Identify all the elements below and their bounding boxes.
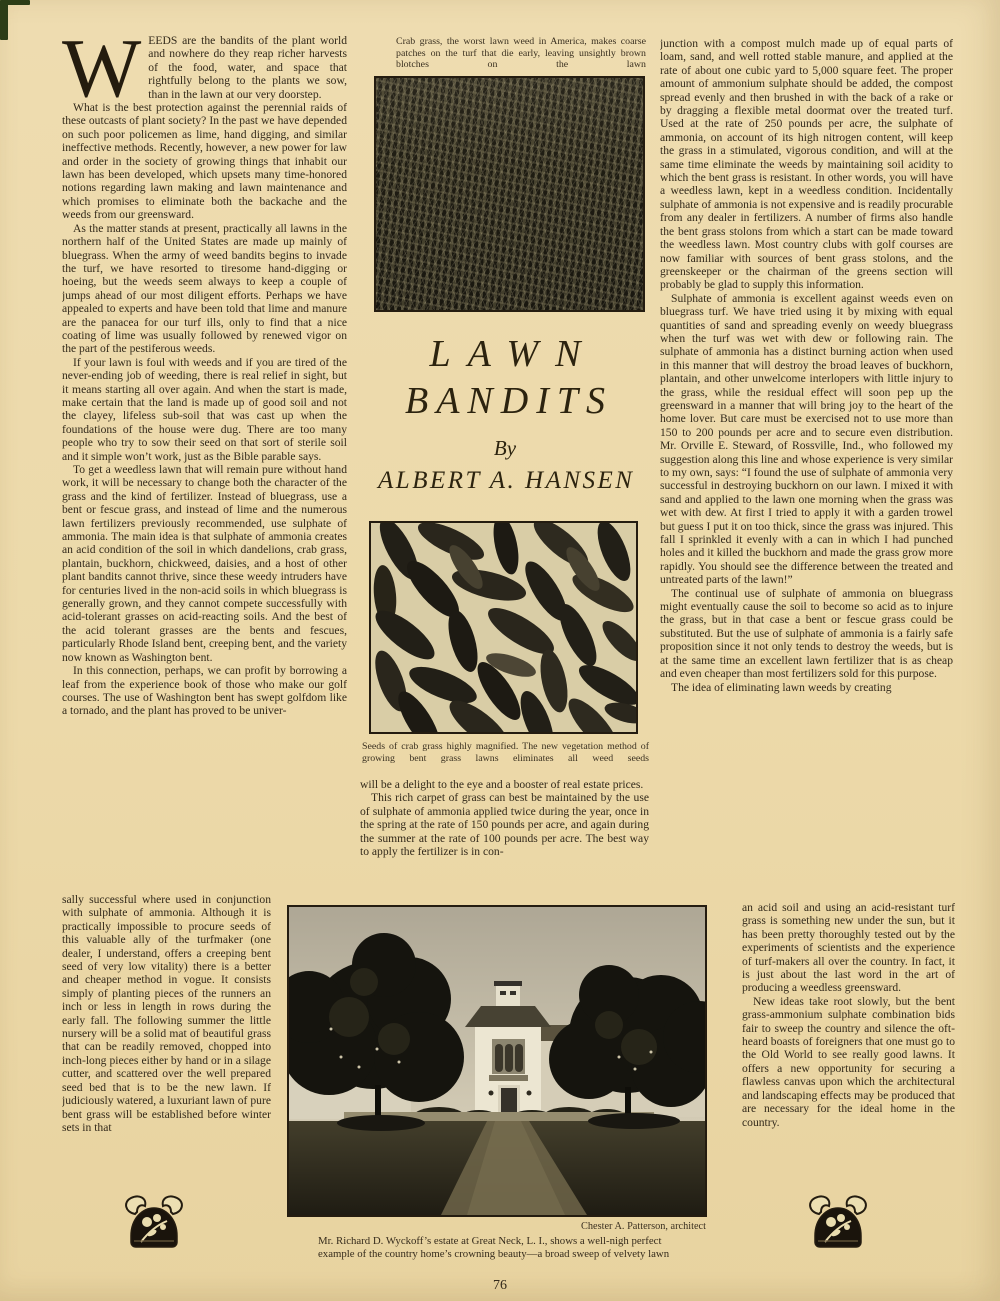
crabgrass-texture	[376, 78, 643, 310]
middle-paragraph-2: This rich carpet of grass can best be maintained by the use of sulphate of ammonia applied twice during the year, once in the spring at the rate of 150 pounds per acre, and again during the summer at the rate of 100 pounds per acre. The best way to apply the fertilizer is in con-	[360, 791, 649, 859]
architect-credit: Chester A. Patterson, architect	[581, 1221, 706, 1232]
opening-paragraph-text: EEDS are the bandits of the plant world and nowhere do they reap richer harvests of the food, water, and space that rightfully belong to the plants we sow, than in the lawn at our very doorstep.	[148, 34, 347, 101]
scan-edge-mark-vertical	[0, 0, 8, 40]
seeds-photo	[369, 521, 638, 734]
left-paragraph-6-narrow: sally successful where used in conjunction with sulphate of ammonia. Although it is practically impossible to procure seeds of this valuable ally of the turfmaker (one dealer, I understand, offers a creeping bent seed of very low vitality) there is a better and cheaper method in vogue. It consists simply of planting pieces of the runners an inch or less in length in rows during the early fall. The following summer the little nursery will be a solid mat of beautiful grass that can be readily removed, chopped into inch-long pieces either by hand or in a silage cutter, and scattered over the well prepared seed bed that is to be the new lawn. If judiciously watered, a luxuriant lawn of pure bent grass will be established before winter sets in that	[62, 893, 271, 1134]
right-paragraph-4-narrow: an acid soil and using an acid-resistant turf grass is something new under the sun, but it has been pretty thoroughly tested out by the experiments of scientists and the experience of turf-makers all over the country. In fact, it is just about the last word in the art of producing a weedless greensward.	[742, 901, 955, 995]
author-name: ALBERT A. HANSEN	[378, 467, 635, 494]
left-column-narrow	[62, 893, 271, 1161]
middle-paragraph-1: will be a delight to the eye and a booster of real estate prices.	[360, 778, 644, 791]
middle-column-text	[360, 778, 649, 858]
opening-paragraph	[62, 34, 347, 115]
seeds-caption: Seeds of crab grass highly magnified. The new vegetation method of growing bent grass lawns eliminates all weed seeds	[362, 741, 649, 764]
page-number: 76	[493, 1278, 507, 1293]
right-paragraph-5: New ideas take root slowly, but the bent grass-ammonium sulphate combination bids fair to sweep the country and silence the oft-heard boasts of foreigners that one must go to the Old World to see really good lawns. It offers a new opportunity for securing a flawless canvas upon which the architectural and landscaping effects may be produced that are necessary for the ideal home in the country.	[742, 994, 955, 1129]
article-title-line1: LAWN	[429, 333, 598, 375]
crabgrass-caption: Crab grass, the worst lawn weed in America, makes coarse patches on the turf that die early, leaving unsightly brown blotches on the lawn	[396, 36, 646, 71]
scan-edge-mark-horizontal	[0, 0, 30, 5]
ornament-left	[121, 1192, 187, 1250]
right-paragraph-1: junction with a compost mulch made up of equal parts of loam, sand, and well rotted stable manure, and applied at the rate of about one cubic yard to 5,000 square feet. The proper amount of ammonium sulphate should be added, the compost spread evenly and then brushed in with the back of a rake or by dragging a flexible metal doormat over the treated turf. Used at the rate of 250 pounds per acre, the sulphate of ammonia, on account of its high nitrogen content, will keep the grass in a stimulated, vigorous condition, and will at the same time eliminate the weeds by maintaining soil acidity to which the bent grass is resistant. In other words, you will have a weedless lawn, kept in a weedless condition. Incidentally sulphate of ammonia is not expensive and is readily procurable from any dealer in fertilizers. A number of firms also handle the bent grass stolons from which a start can be made toward the weedless lawn. Most country clubs with golf courses are now familiar with sources of bent grass stolons, and the greenskeeper or the chairman of the greens section will probably be glad to supply this information.	[660, 37, 953, 292]
right-column	[660, 37, 953, 899]
right-paragraph-4-wide: The idea of eliminating lawn weeds by creating	[671, 680, 892, 694]
floral-ornament-icon	[121, 1192, 187, 1250]
left-paragraph-6-wide: In this connection, perhaps, we can profit by borrowing a leaf from the experience book of those who make our golf courses. The use of Washington bent has swept golfdom like a tornado, and the plant has proved to be univer-	[62, 664, 347, 718]
article-title-line2: BANDITS	[405, 380, 613, 422]
floral-ornament-icon	[805, 1192, 871, 1250]
ornament-right	[805, 1192, 871, 1250]
article-title-block	[355, 334, 655, 495]
right-paragraph-2: Sulphate of ammonia is excellent against weeds even on bluegrass turf. We have tried using it by mixing with equal quantities of sand and spreading evenly on weedy bluegrass when the turf was wet with dew or following rain. The sulphate of ammonia has a distinct burning action when used in this manner that will destroy the broad leaves of buckhorn, plantain, and other unwelcome interlopers with little injury to the grass, while the residual effect will soon pep up the greensward in a manner that will bring joy to the heart of the home lover. But care must be exercised not to use more than 150 to 200 pounds per acre and to secure even distribution. Mr. Orville E. Steward, of Rossville, Ind., who followed my suggestion along this line and whose experience is very similar to my own, says: “I found the use of sulphate of ammonia very successful in destroying buckhorn on our lawn. I mixed it with sand and applied to the lawn one morning when the grass was wet with dew. At first I tried to apply it with a garden trowel but guess I put it on too thick, since the grass was injured. This fall I sprinkled it evenly with a can in which I had punched holes and it killed the buckhorn and made the grass grow more rapidly. You should see the difference between the treated and untreated parts of the lawn!”	[660, 291, 953, 587]
crabgrass-photo	[374, 76, 645, 312]
estate-photo	[287, 905, 707, 1217]
dropcap-w: W	[62, 34, 142, 115]
left-paragraph-5: To get a weedless lawn that will remain pure without hand work, it will be necessary to change both the character of the grass and the kind of fertilizer. Instead of bluegrass, use a bent or fescue grass, and instead of lime and the numerous lawn fertilizers previously recommended, use sulphate of ammonia. The main idea is that sulphate of ammonia creates an acid condition of the soil in which dandelions, crab grass, plantain, buckhorn, chickweed, daisies, and a host of other plant bandits cannot thrive, since these weedy intruders have for centuries lived in the non-acid soils in which bluegrass is generally grown, and they cannot compete successfully with acid-tolerant grasses on acid-reacting soils. And the best of the acid tolerant grasses are the bents and fescues, particularly Rhode Island bent, creeping bent, and the variety now known as Washington bent.	[62, 463, 347, 664]
estate-illustration	[289, 907, 705, 1215]
byline-prefix: By	[493, 436, 517, 460]
right-column-narrow	[742, 901, 955, 1191]
right-paragraph-3: The continual use of sulphate of ammonia on bluegrass might eventually cause the soil to become so acid as to injure the grass, but in that case a bent or fescue grass could be substituted. But the use of sulphate of ammonia is a fairly safe proposition since it not only tends to destroy the weeds, but is at the same time an excellent lawn fertilizer that is as cheap and even cheaper than most fertilizers sold for this purpose.	[660, 586, 953, 681]
left-paragraph-3: As the matter stands at present, practically all lawns in the northern half of the United States are made up mainly of bluegrass. When the army of weed bandits begins to invade the turf, we have resorted to tiresome hand-digging or hoeing, but the weeds seem always to keep a couple of jumps ahead of our most diligent efforts. Perhaps we have appealed to experts and have been told that lime and manure are the panacea for our turf ills, only to find that a nice coating of lime was usually followed by renewed vigor on the part of the pestiferous weeds.	[62, 221, 347, 356]
seeds-illustration	[371, 523, 636, 732]
estate-caption: Mr. Richard D. Wyckoff’s estate at Great Neck, L. I., shows a well-nigh perfect example of the country home’s crowning beauty—a broad sweep of velvety lawn	[318, 1235, 670, 1260]
left-paragraph-2: What is the best protection against the perennial raids of these outcasts of plant society? In the past we have depended on such poor policemen as lime, hand digging, and similar ineffective methods. Recently, however, a new power for law and order in the society of growing things that inhabit our lawn has been developed, which upsets many time-honored notions regarding lawn making and lawn maintenance and which promises to eliminate both the backache and the weeds from our greensward.	[62, 101, 347, 222]
left-column	[62, 34, 347, 893]
left-paragraph-4: If your lawn is foul with weeds and if you are tired of the never-ending job of weeding, there is real relief in sight, but it means starting all over again. And when the start is made, make certain that the land is made up of good soil and not the clayey, lifeless sub-soil that was cast up when the foundations of the house were dug. There are too many people who try to sow their seed on that sort of sterile soil and it simple won’t work, just as the Bible parable says.	[62, 355, 347, 463]
